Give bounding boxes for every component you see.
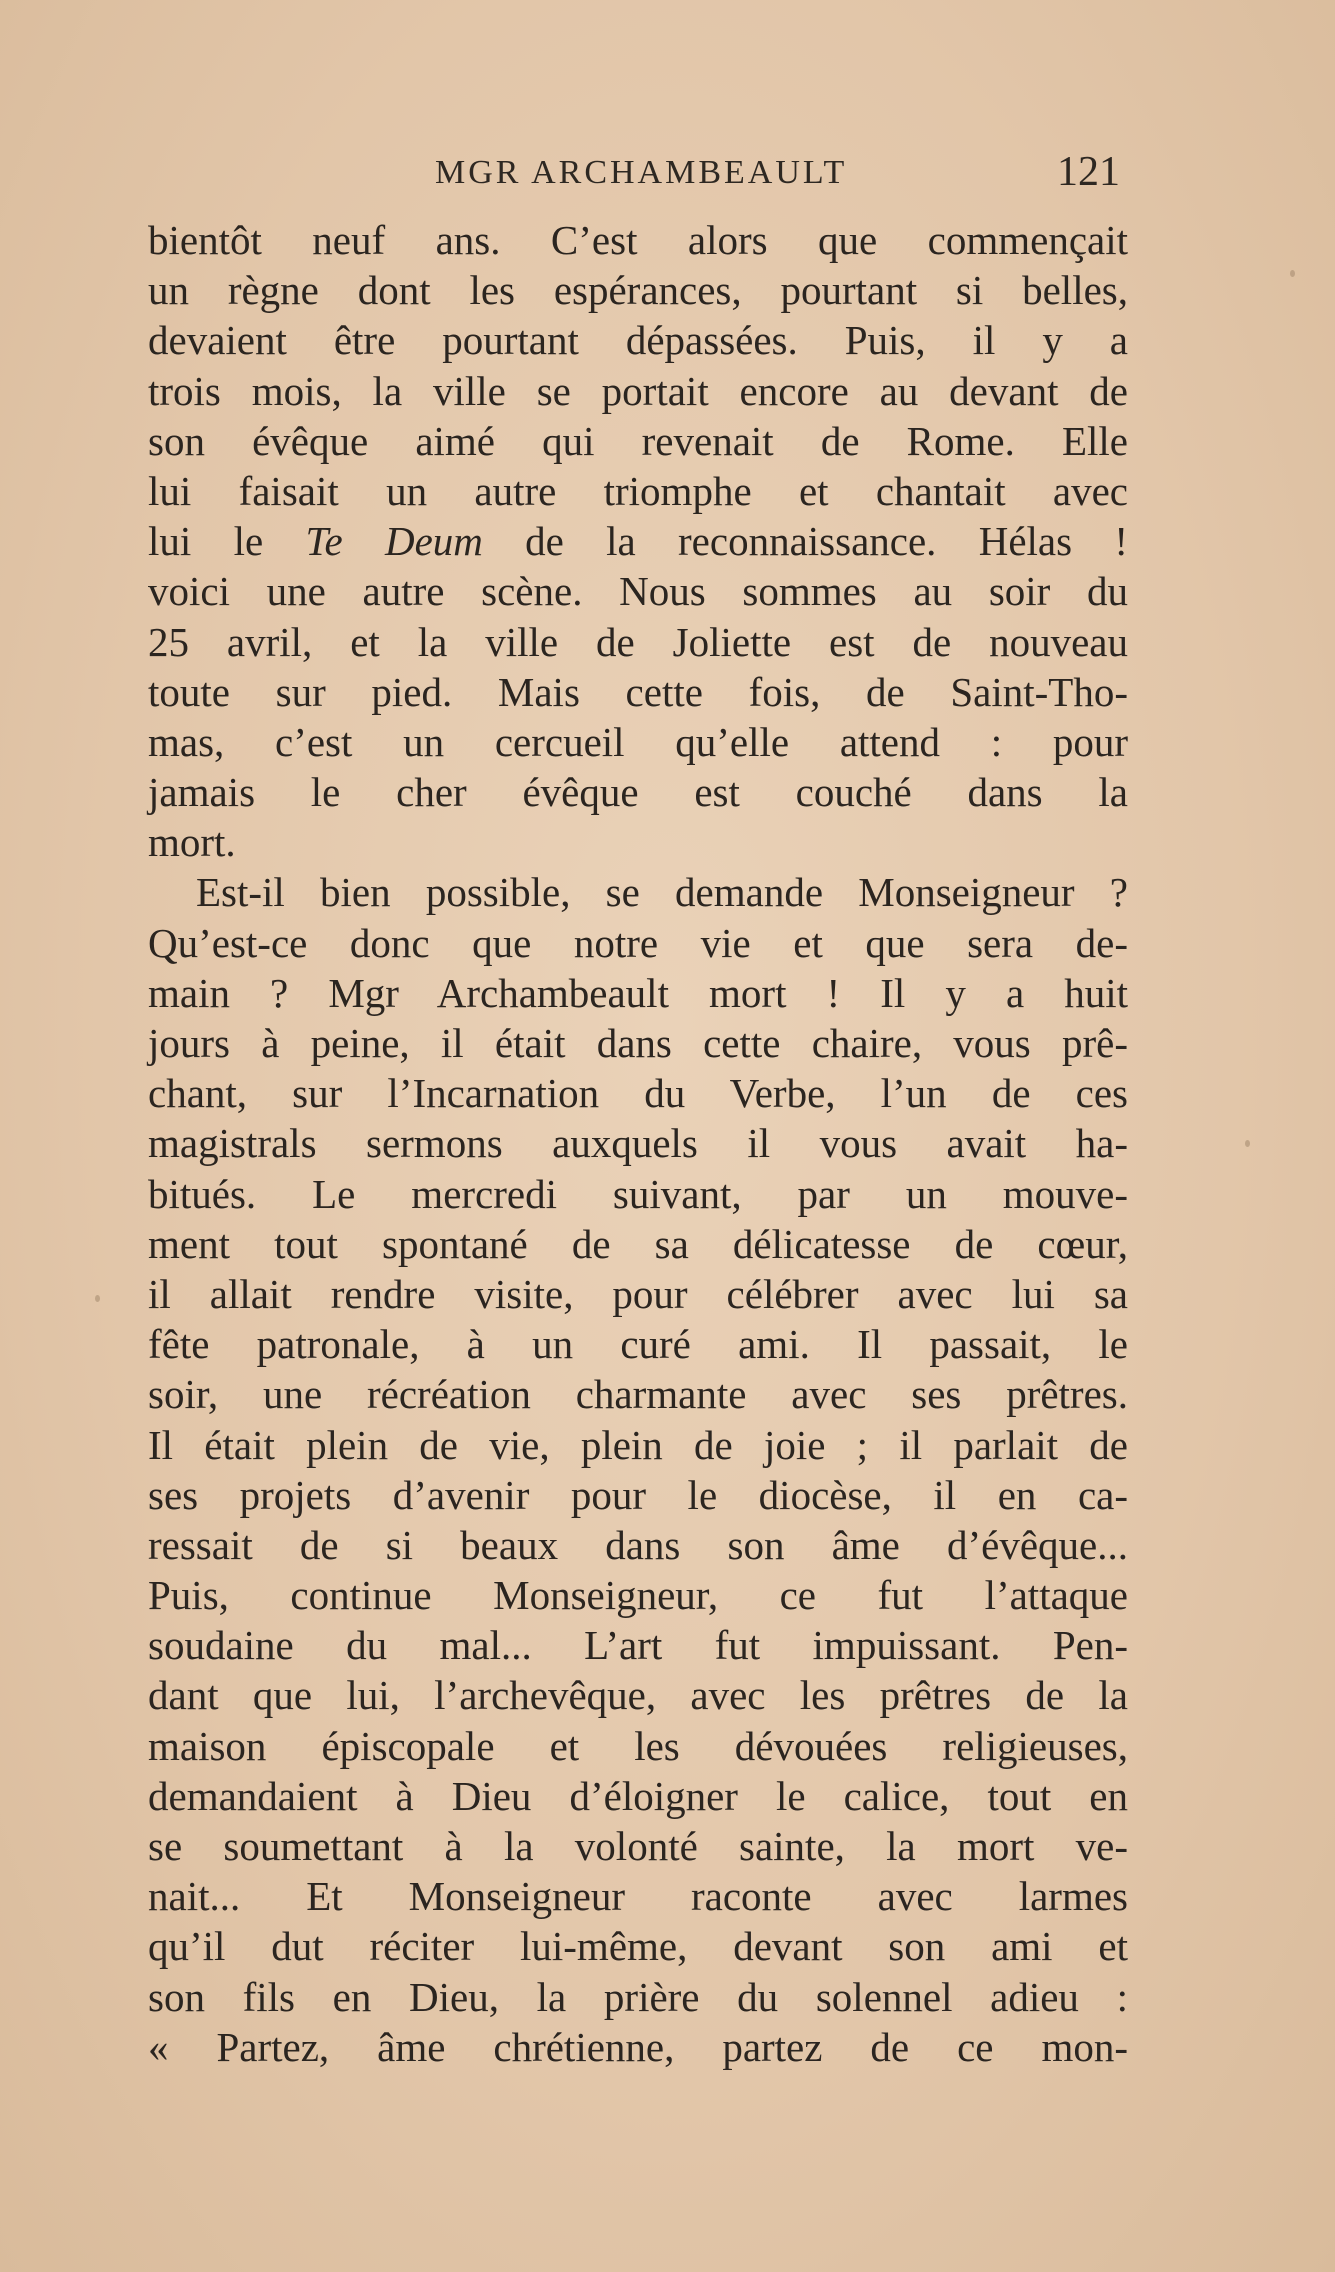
text-line-10: toute sur pied. Mais cette fois, de Saint-Tho- xyxy=(148,668,1128,715)
text-line-11: mas, c’est un cercueil qu’elle attend : pour xyxy=(148,718,1128,765)
text-line-18: chant, sur l’Incarnation du Verbe, l’un de ces xyxy=(148,1070,1128,1117)
paper-speck xyxy=(1245,1140,1250,1147)
text-line-36: son fils en Dieu, la prière du solennel adieu : xyxy=(148,1973,1128,2020)
text-line-37: « Partez, âme chrétienne, partez de ce mon- xyxy=(148,2023,1128,2070)
text-line-34: nait... Et Monseigneur raconte avec larmes xyxy=(148,1873,1128,1920)
text-line-35: qu’il dut réciter lui-même, devant son ami et xyxy=(148,1923,1128,1970)
text-line-27: ressait de si beaux dans son âme d’évêque... xyxy=(148,1521,1128,1568)
text-line-15: Qu’est-ce donc que notre vie et que sera de- xyxy=(148,919,1128,966)
text-line-31: maison épiscopale et les dévouées religieuses, xyxy=(148,1722,1128,1769)
text-line-7 xyxy=(148,516,1128,566)
text-line-21: ment tout spontané de sa délicatesse de cœur, xyxy=(148,1220,1128,1267)
text-line-19: magistrals sermons auxquels il vous avait ha- xyxy=(148,1120,1128,1167)
paper-speck xyxy=(1290,270,1295,277)
text-line-5: son évêque aimé qui revenait de Rome. Elle xyxy=(148,417,1128,464)
text-line-30: dant que lui, l’archevêque, avec les prêtres de la xyxy=(148,1672,1128,1719)
line-7-start: lui le xyxy=(148,518,306,565)
paper-speck xyxy=(95,1295,100,1302)
text-line-23: fête patronale, à un curé ami. Il passait, le xyxy=(148,1321,1128,1368)
text-line-25: Il était plein de vie, plein de joie ; il parlait de xyxy=(148,1421,1128,1468)
text-line-3: devaient être pourtant dépassées. Puis, il y a xyxy=(148,317,1128,364)
running-title: MGR ARCHAMBEAULT xyxy=(435,154,848,191)
text-line-12: jamais le cher évêque est couché dans la xyxy=(148,769,1128,816)
text-line-20: bitués. Le mercredi suivant, par un mouve- xyxy=(148,1170,1128,1217)
text-line-17: jours à peine, il était dans cette chaire, vous prê- xyxy=(148,1020,1128,1066)
line-7-end: de la reconnaissance. Hélas ! xyxy=(482,518,1128,565)
text-line-28: Puis, continue Monseigneur, ce fut l’attaque xyxy=(148,1572,1128,1619)
body-text xyxy=(148,215,1128,2072)
page-number: 121 xyxy=(1057,149,1120,195)
text-line-8: voici une autre scène. Nous sommes au soir du xyxy=(148,568,1128,615)
text-line-24: soir, une récréation charmante avec ses prêtres. xyxy=(148,1371,1128,1418)
text-line-6: lui faisait un autre triomphe et chantait avec xyxy=(148,467,1128,514)
text-line-26: ses projets d’avenir pour le diocèse, il en ca- xyxy=(148,1471,1128,1518)
text-line-33: se soumettant à la volonté sainte, la mort ve- xyxy=(148,1823,1128,1869)
text-line-2: un règne dont les espérances, pourtant si belles, xyxy=(148,267,1128,314)
running-head xyxy=(150,150,1120,210)
italic-te-deum: Te Deum xyxy=(305,518,483,565)
text-line-9: 25 avril, et la ville de Joliette est de nouveau xyxy=(148,618,1128,665)
text-line-13: mort. xyxy=(148,819,236,866)
text-line-1: bientôt neuf ans. C’est alors que commençait xyxy=(148,217,1128,263)
text-line-22: il allait rendre visite, pour célébrer avec lui sa xyxy=(148,1270,1128,1317)
text-line-29: soudaine du mal... L’art fut impuissant. Pen- xyxy=(148,1622,1128,1669)
text-line-32: demandaient à Dieu d’éloigner le calice, tout en xyxy=(148,1772,1128,1819)
text-line-14: Est-il bien possible, se demande Monseigneur ? xyxy=(196,869,1128,916)
text-line-4: trois mois, la ville se portait encore au devant de xyxy=(148,367,1128,414)
text-line-16: main ? Mgr Archambeault mort ! Il y a huit xyxy=(148,969,1128,1016)
